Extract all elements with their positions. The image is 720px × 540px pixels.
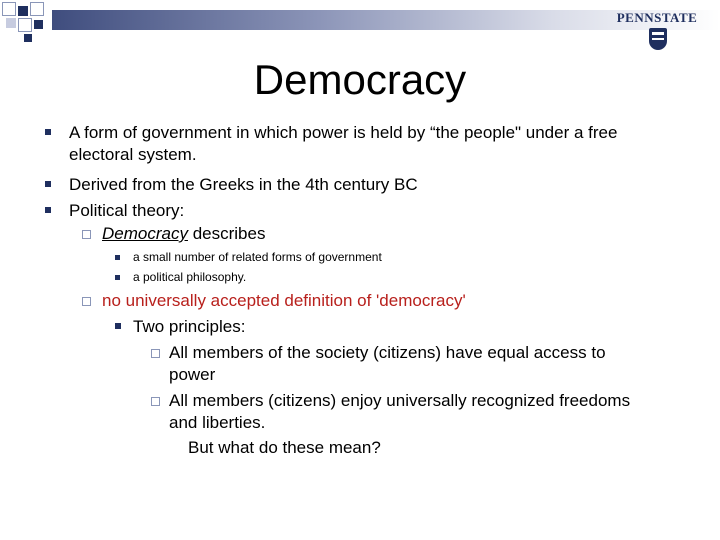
bullet-text-continued: electoral system. [69, 145, 197, 164]
democracy-emphasis: Democracy [102, 224, 188, 243]
principle-text-continued: power [169, 365, 216, 384]
bullet-square-icon [115, 255, 120, 260]
hollow-box-bullet-icon [151, 397, 160, 406]
bullet-square-icon [45, 129, 51, 135]
bullet-square-icon [115, 275, 120, 280]
hollow-box-bullet-icon [151, 349, 160, 358]
sub-bullet-democracy [102, 223, 265, 245]
no-definition-text: no universally accepted definition of 'democracy' [102, 291, 466, 310]
describes-text: describes [187, 224, 266, 243]
slide-title: Democracy [253, 56, 467, 103]
bullet-text: A form of government in which power is held by “the people" under a free [69, 123, 618, 142]
logo-text: PENNSTATE [616, 10, 698, 25]
closing-question: But what do these mean? [188, 438, 381, 457]
principle-text-continued: and liberties. [169, 413, 266, 432]
sub-sub-bullet-text: a small number of related forms of government [133, 250, 382, 264]
bullet-text: Political theory: [69, 201, 185, 220]
two-principles-text: Two principles: [133, 317, 246, 336]
principle-text: All members of the society (citizens) have equal access to [169, 343, 606, 362]
bullet-square-icon [45, 207, 51, 213]
bullet-square-icon [45, 181, 51, 187]
sub-sub-bullet-text: a political philosophy. [133, 270, 247, 284]
bullet-text: Derived from the Greeks in the 4th century BC [69, 175, 418, 194]
principle-text: All members (citizens) enjoy universally recognized freedoms [169, 391, 631, 410]
hollow-box-bullet-icon [82, 297, 91, 306]
hollow-box-bullet-icon [82, 230, 91, 239]
bullet-square-icon [115, 323, 121, 329]
